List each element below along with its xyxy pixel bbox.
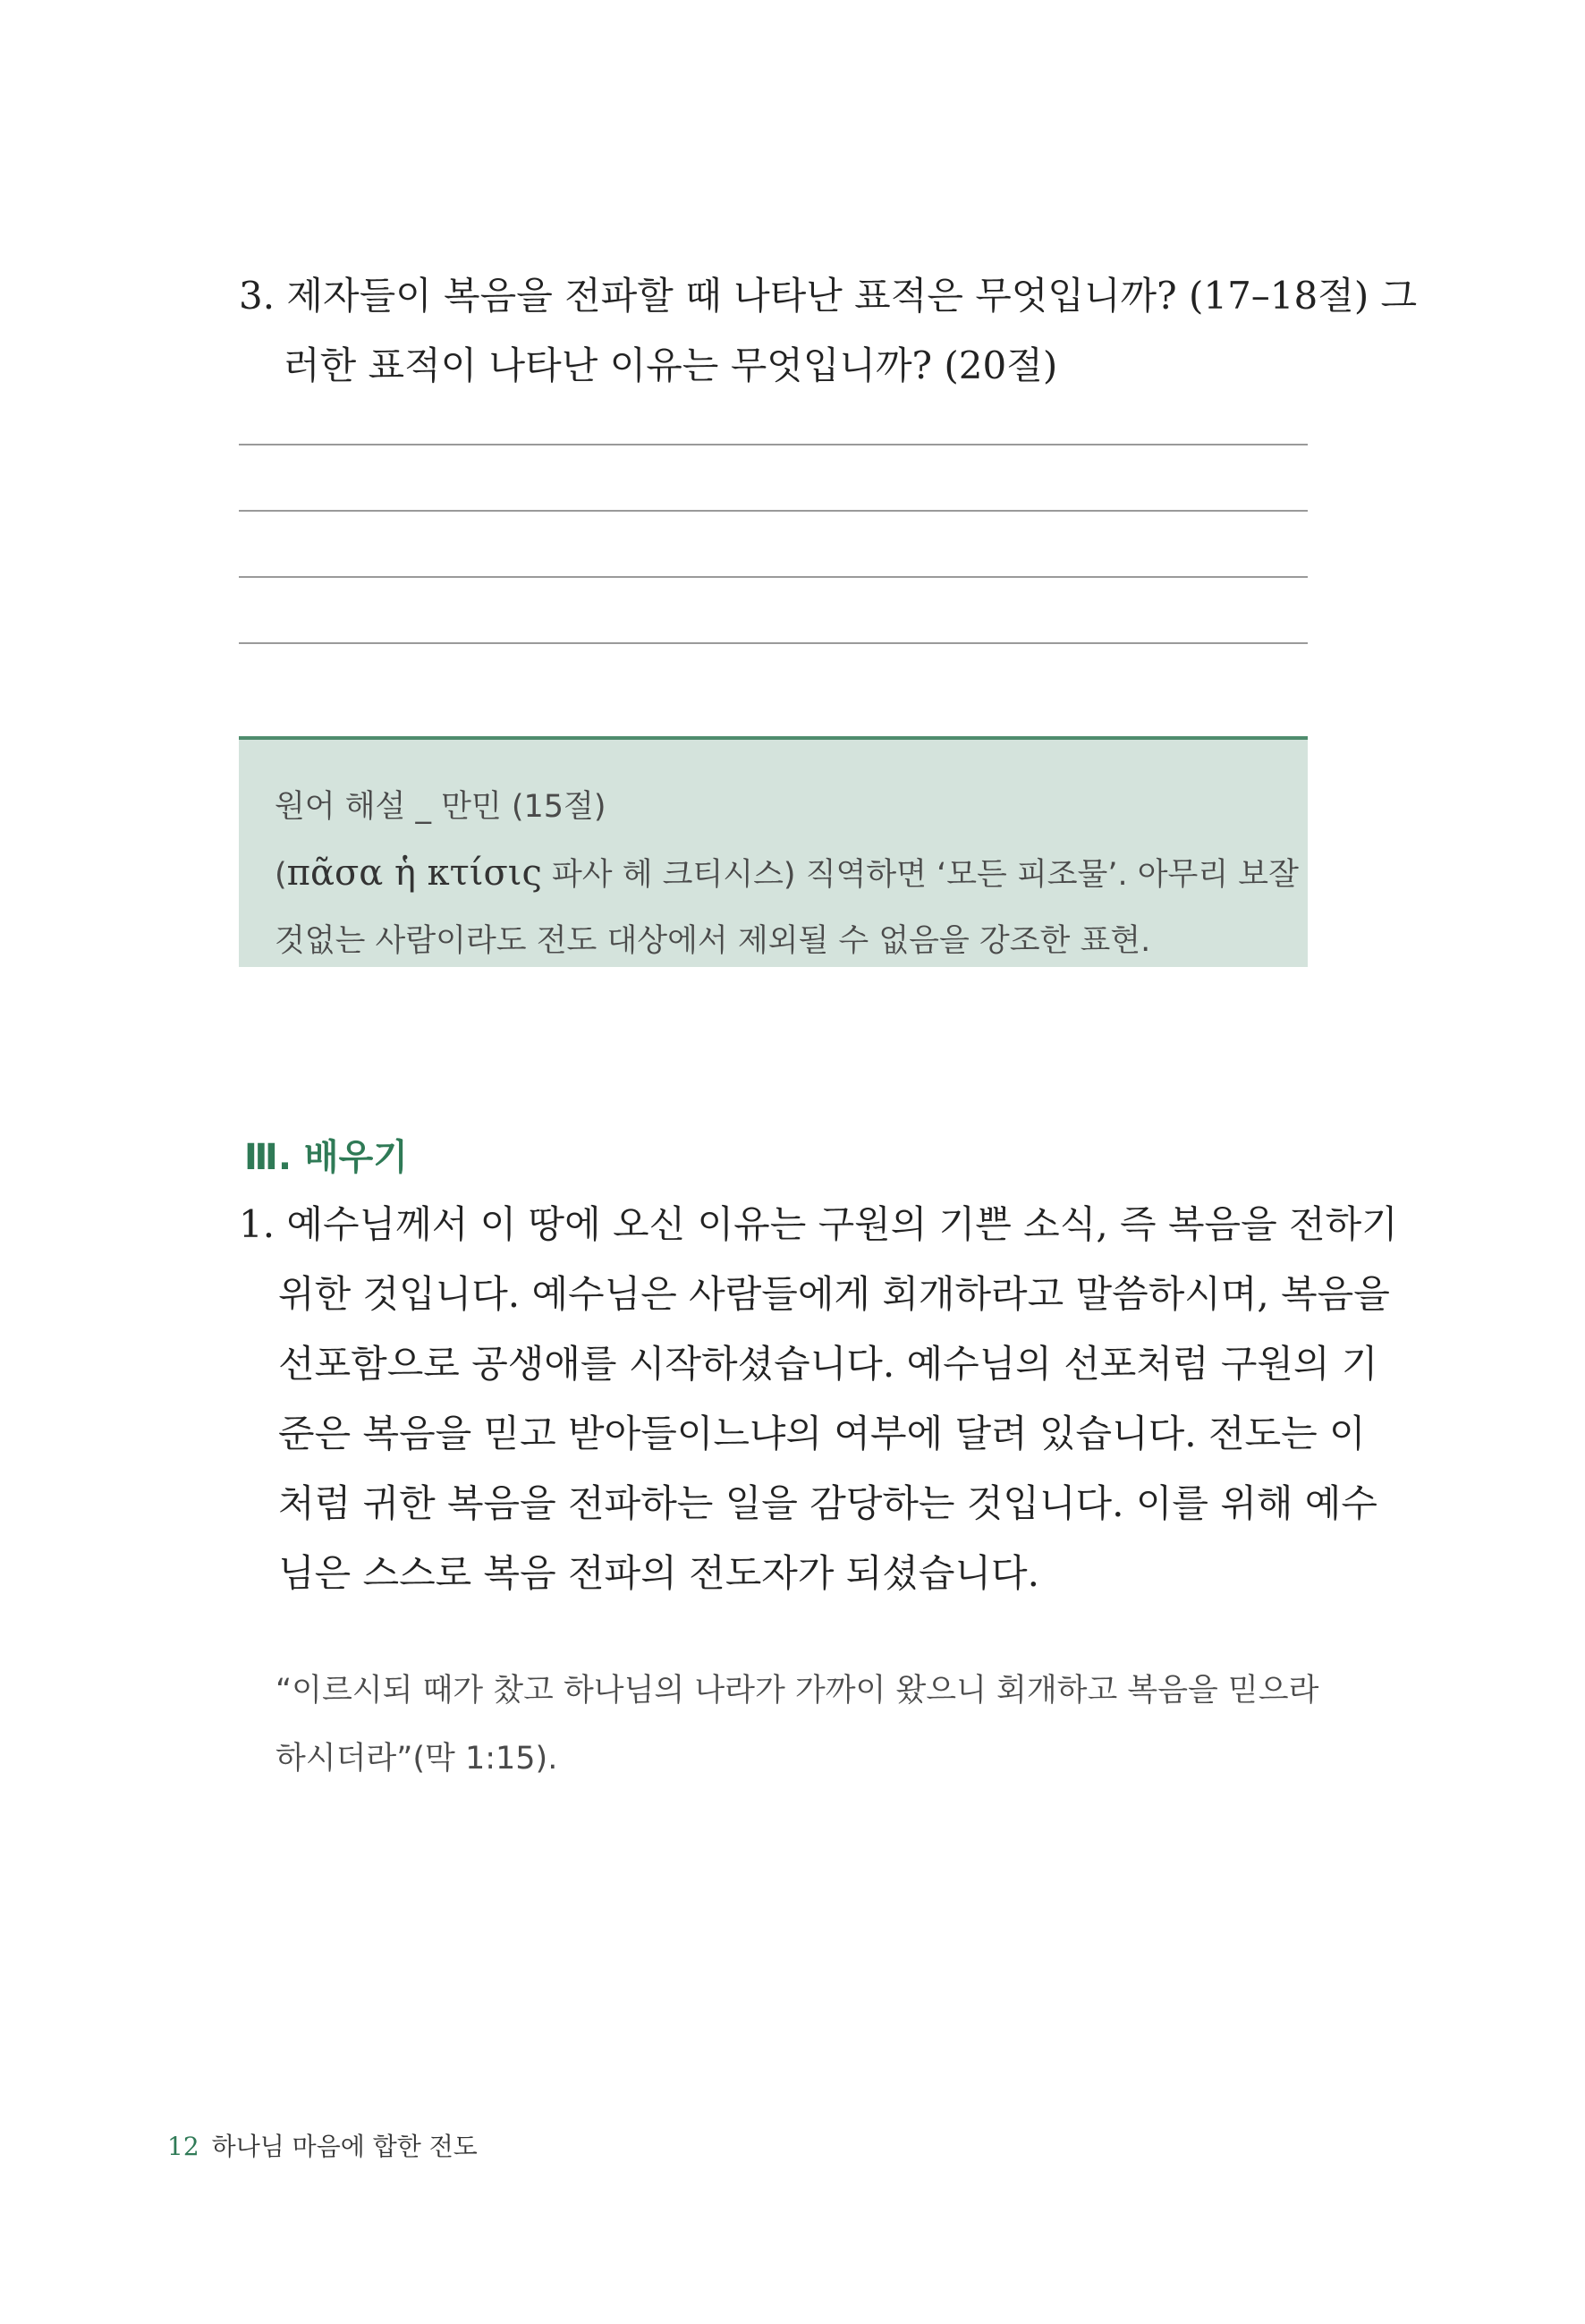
answer-line-4[interactable] xyxy=(239,642,1308,644)
answer-line-2[interactable] xyxy=(239,510,1308,512)
answer-line-3[interactable] xyxy=(239,576,1308,578)
scripture-quote xyxy=(275,1657,1319,1793)
book-title: 하나님 마음에 합한 전도 xyxy=(211,2132,478,2161)
question-3 xyxy=(239,261,1418,401)
paragraph-1-line-5: 처럼 귀한 복음을 전파하는 일을 감당하는 것입니다. 이를 위해 예수 xyxy=(278,1481,1377,1525)
question-3-line-1: 3. 제자들이 복음을 전파할 때 나타난 표적은 무엇입니까? (17–18절) 그 xyxy=(239,274,1418,318)
note-heading: 원어 해설 _ 만민 (15절) xyxy=(275,789,606,825)
paragraph-1-line-6: 님은 스스로 복음 전파의 전도자가 되셨습니다. xyxy=(278,1551,1039,1595)
paragraph-1-line-4: 준은 복음을 믿고 받아들이느냐의 여부에 달려 있습니다. 전도는 이 xyxy=(278,1412,1366,1455)
paragraph-1-line-1: 1. 예수님께서 이 땅에 오신 이유는 구원의 기쁜 소식, 즉 복음을 전하기 xyxy=(239,1202,1398,1246)
section-title-learning: Ⅲ. 배우기 xyxy=(244,1137,408,1178)
answer-line-1[interactable] xyxy=(239,444,1308,445)
question-3-line-2: 러한 표적이 나타난 이유는 무엇입니까? (20절) xyxy=(284,344,1058,387)
page-number: 12 xyxy=(167,2132,199,2161)
paragraph-1 xyxy=(239,1190,1398,1608)
page-footer xyxy=(167,2127,478,2163)
note-line-2 xyxy=(275,840,1299,908)
note-line-3: 것없는 사람이라도 전도 대상에서 제외될 수 없음을 강조한 표현. xyxy=(275,923,1151,959)
greek-term: πᾶσα ἡ κτίσις xyxy=(286,852,542,894)
quote-line-2: 하시더라”(막 1:15). xyxy=(275,1741,558,1777)
quote-line-1: “이르시되 때가 찼고 하나님의 나라가 가까이 왔으니 회개하고 복음을 믿으라 xyxy=(275,1673,1319,1709)
note-paren-open: ( xyxy=(275,857,287,893)
paragraph-1-line-2: 위한 것입니다. 예수님은 사람들에게 회개하라고 말씀하시며, 복음을 xyxy=(278,1272,1390,1316)
note-content xyxy=(275,774,1299,974)
paragraph-1-line-3: 선포함으로 공생애를 시작하셨습니다. 예수님의 선포처럼 구원의 기 xyxy=(278,1342,1378,1386)
note-line-2-rest: 파사 헤 크티시스) 직역하면 ‘모든 피조물’. 아무리 보잘 xyxy=(541,857,1299,893)
original-language-note-box xyxy=(239,736,1308,967)
